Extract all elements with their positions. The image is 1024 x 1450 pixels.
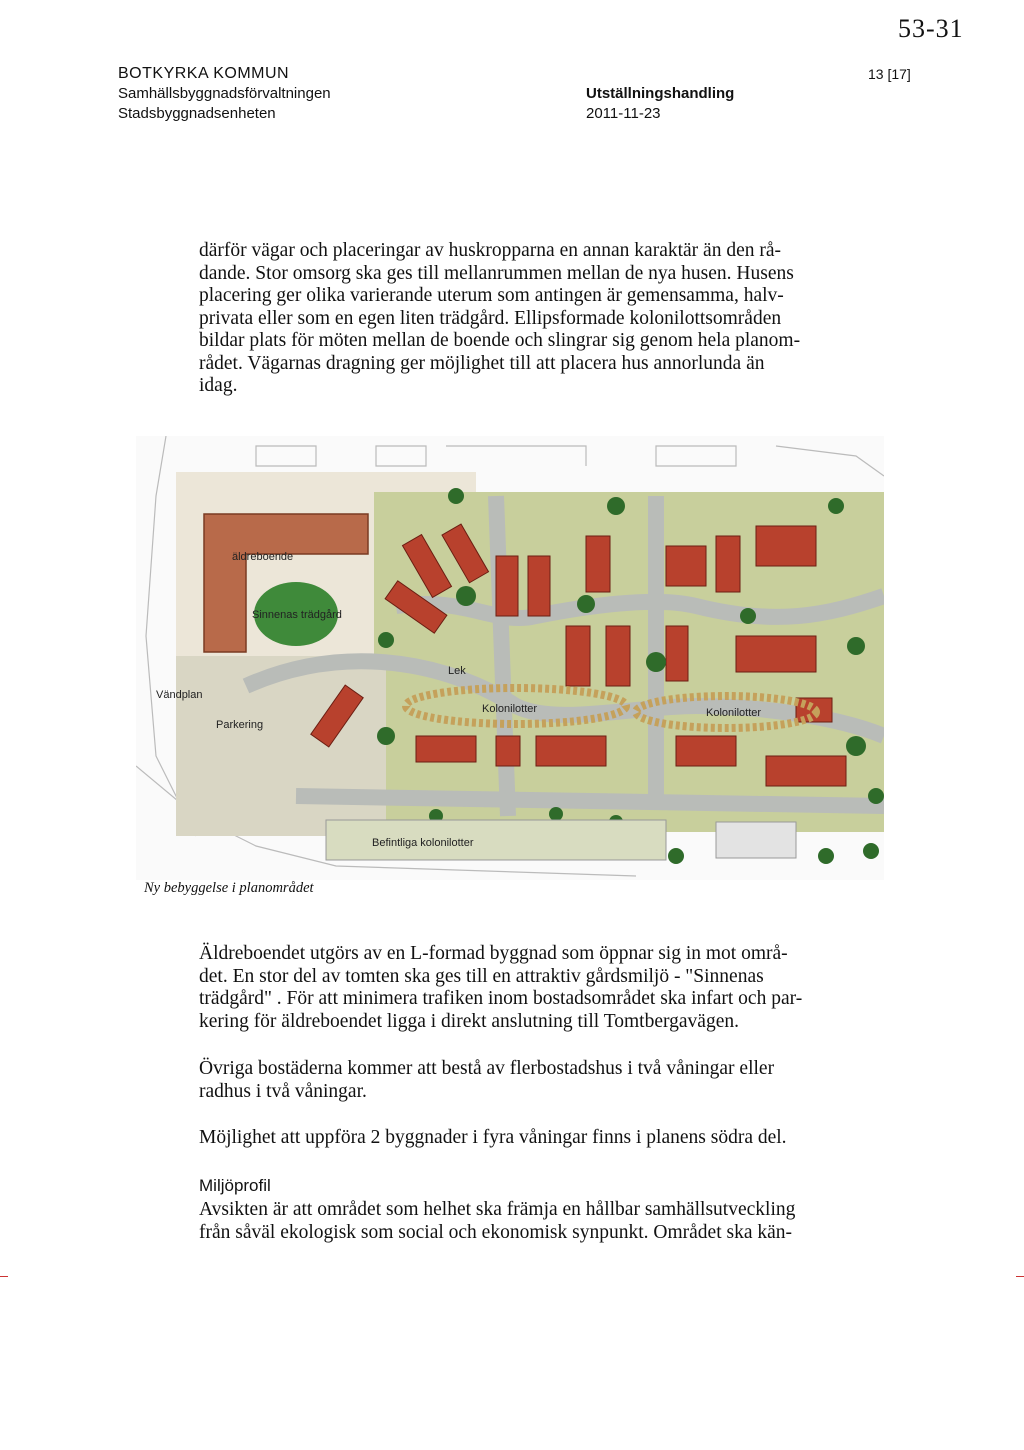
paragraph-4 <box>199 1127 787 1150</box>
text-line: radhus i två våningar. <box>199 1080 367 1102</box>
text-line: privata eller som en egen liten trädgård. Ellipsformade kolonilottsområden <box>199 307 782 329</box>
text-line: från såväl ekologisk som social och ekonomisk synpunkt. Området ska kän- <box>199 1221 793 1243</box>
site-plan-figure <box>136 436 884 880</box>
text-line: bildar plats för möten mellan de boende och slingrar sig genom hela planom- <box>199 330 801 351</box>
label-aldreboende: äldreboende <box>232 551 294 563</box>
figure-caption: Ny bebyggelse i planområdet <box>144 880 314 896</box>
text-line: Möjlighet att uppföra 2 byggnader i fyra våningar finns i planens södra del. <box>199 1127 787 1148</box>
text-line: rådet. Vägarnas dragning ger möjlighet till att placera hus annorlunda än <box>199 352 765 374</box>
document-status-block <box>586 84 734 124</box>
paragraph-3 <box>199 1058 774 1103</box>
doc-type: Utställningshandling <box>586 85 735 102</box>
text-line: därför vägar och placeringar av huskropparna en annan karaktär än den rå- <box>199 240 781 261</box>
label-sinnenas-tradgard: Sinnenas trädgård <box>252 609 342 621</box>
paragraph-2 <box>199 943 802 1033</box>
label-parkering: Parkering <box>216 719 264 731</box>
section-heading-miljoprofil: Miljöprofil <box>199 1176 271 1195</box>
label-lek: Lek <box>448 665 466 677</box>
text-line: placering ger olika varierande uterum som antingen är gemensamma, halv- <box>199 285 784 306</box>
label-vandplan: Vändplan <box>156 689 203 701</box>
scan-edge-mark <box>0 1276 8 1277</box>
doc-date: 2011-11-23 <box>586 105 661 122</box>
document-stamp: 53-31 <box>898 14 964 43</box>
label-kolonilotter-2: Kolonilotter <box>706 707 762 719</box>
paragraph-1 <box>199 240 800 398</box>
scan-edge-mark <box>1016 1276 1024 1277</box>
organization-block <box>118 64 331 124</box>
text-line: Avsikten är att området som helhet ska främja en hållbar samhällsutveckling <box>199 1199 796 1220</box>
org-unit: Stadsbyggnadsenheten <box>118 105 276 122</box>
text-line: Övriga bostäderna kommer att bestå av flerbostadshus i två våningar eller <box>199 1058 775 1079</box>
text-line: trädgård" . För att minimera trafiken inom bostadsområdet ska infart och par- <box>199 988 803 1009</box>
org-department: Samhällsbyggnadsförvaltningen <box>118 85 331 102</box>
text-line: idag. <box>199 375 238 396</box>
text-line: dande. Stor omsorg ska ges till mellanrummen mellan de nya husen. Husens <box>199 262 794 284</box>
label-befintliga-kolonilotter: Befintliga kolonilotter <box>372 837 474 849</box>
org-name: BOTKYRKA KOMMUN <box>118 65 290 82</box>
label-kolonilotter-1: Kolonilotter <box>482 703 538 715</box>
text-line: kering för äldreboendet ligga i direkt anslutning till Tomtbergavägen. <box>199 1010 739 1032</box>
text-line: det. En stor del av tomten ska ges till en attraktiv gårdsmiljö - "Sinnenas <box>199 965 764 987</box>
text-line: Äldreboendet utgörs av en L-formad byggnad som öppnar sig in mot områ- <box>199 943 788 964</box>
page-number: 13 [17] <box>868 66 911 82</box>
paragraph-5 <box>199 1199 795 1244</box>
